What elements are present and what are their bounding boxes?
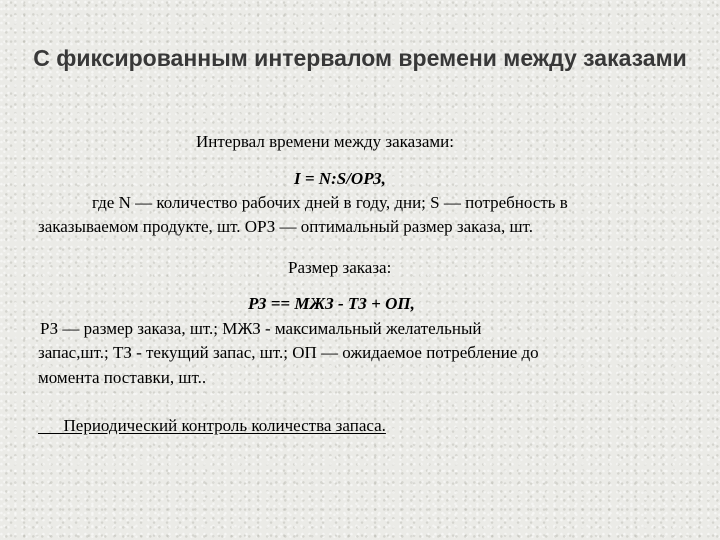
interval-explanation-line-1: где N — количество рабочих дней в году, дни; S — потребность в [92,193,568,212]
interval-formula: I = N:S/ОРЗ, [294,169,386,188]
order-size-explanation-line-3: момента поставки, шт.. [38,368,207,387]
interval-heading: Интервал времени между заказами: [196,132,454,151]
order-size-explanation-line-2: запас,шт.; ТЗ - текущий запас, шт.; ОП — ожидаемое потребление до [38,343,539,362]
slide-title: С фиксированным интервалом времени между заказами [33,45,687,71]
order-size-formula: РЗ == МЖЗ - ТЗ + ОП, [248,294,415,313]
order-size-heading: Размер заказа: [288,258,392,277]
order-size-explanation-line-1: РЗ — размер заказа, шт.; МЖЗ - максимальный желательный [40,319,482,338]
interval-explanation-line-2: заказываемом продукте, шт. ОРЗ — оптимальный размер заказа, шт. [38,217,533,236]
periodic-control-link[interactable]: Периодический контроль количества запаса. [38,416,386,435]
